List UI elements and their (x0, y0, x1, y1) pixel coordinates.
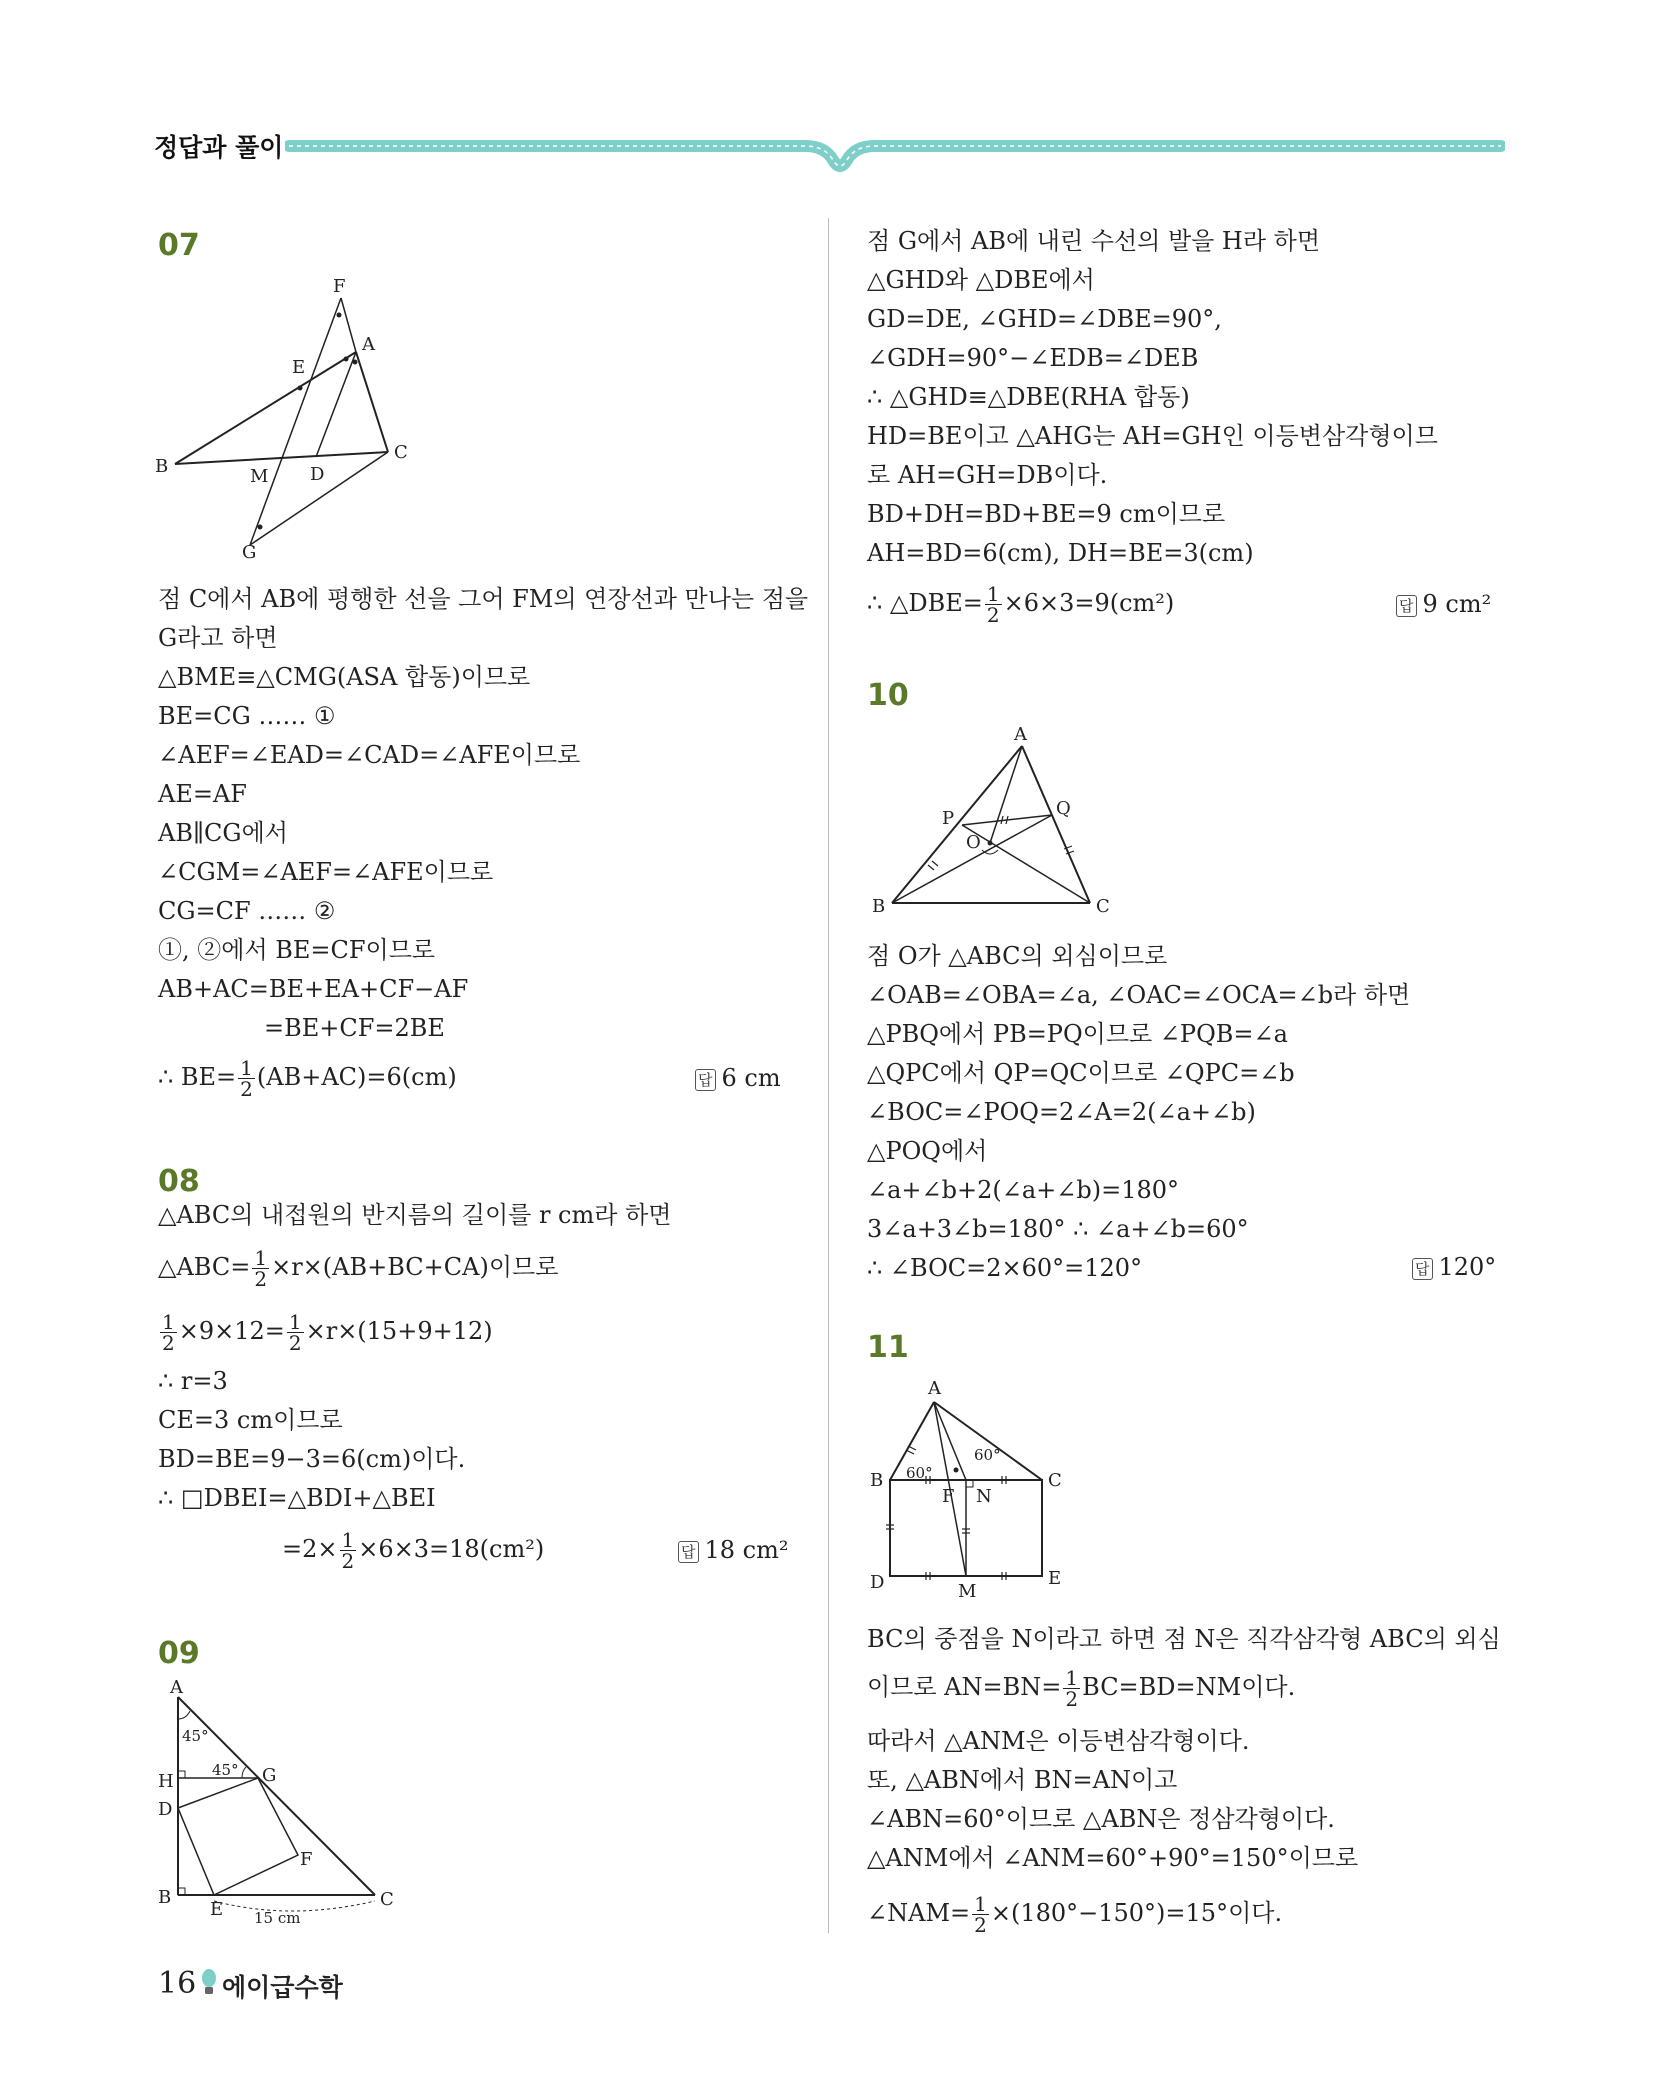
answer-label: 답 (1396, 595, 1417, 617)
fig07-label-C: C (394, 442, 408, 463)
fig11-label-F: F (942, 1486, 955, 1507)
fig07-label-A: A (362, 334, 375, 355)
fig07-label-G: G (242, 542, 257, 560)
problem-number-09: 09 (158, 1636, 200, 1671)
bulb-icon (200, 1968, 218, 1998)
p11-line-2-b: BC=BD=NM이다. (1082, 1673, 1296, 1701)
fig07-label-E: E (292, 357, 306, 378)
p08-line-2 (158, 1248, 558, 1289)
figure-11 (862, 1372, 1122, 1612)
p08-line-8-b: ×6×3=18(cm²) (358, 1535, 545, 1563)
p10-line-7: ∠a+∠b+2(∠a+∠b)=180° (867, 1176, 1180, 1204)
fraction-half: $\frac{1}{2}$ (288, 1310, 302, 1355)
problem-number-08: 08 (158, 1164, 200, 1199)
p09-line-5: ∴ △GHD≡△DBE(RHA 합동) (867, 383, 1190, 411)
fig11-label-N: N (976, 1486, 992, 1507)
fig11-label-E: E (1048, 1568, 1062, 1589)
p07-line-12: =BE+CF=2BE (264, 1014, 445, 1042)
fig09-label-H: H (158, 1771, 174, 1792)
p07-line-8: ∠CGM=∠AEF=∠AFE이므로 (158, 858, 494, 886)
fig09-label-F: F (300, 1849, 313, 1870)
p11-line-7 (867, 1894, 1282, 1935)
fig09-label-C: C (380, 1889, 394, 1910)
fig09-label-G: G (262, 1765, 277, 1786)
fig10-label-Q: Q (1056, 798, 1071, 819)
header-title: 정답과 풀이 (154, 133, 284, 162)
fig07-label-B: B (155, 456, 169, 477)
fig11-label-D: D (870, 1572, 885, 1593)
p11-line-3: 따라서 △ANM은 이등변삼각형이다. (867, 1727, 1250, 1755)
fraction-half: $\frac{1}{2}$ (254, 1246, 268, 1291)
p07-line-7: AB∥CG에서 (158, 819, 288, 847)
page-number: 16 (158, 1966, 197, 2001)
p08-line-6: BD=BE=9−3=6(cm)이다. (158, 1445, 466, 1473)
p11-line-1: BC의 중점을 N이라고 하면 점 N은 직각삼각형 ABC의 외심 (867, 1625, 1501, 1653)
p09-line-10 (867, 584, 1174, 625)
p11-line-2 (867, 1668, 1295, 1709)
p07-line-3: △BME≡△CMG(ASA 합동)이므로 (158, 663, 531, 691)
p09-line-6: HD=BE이고 △AHG는 AH=GH인 이등변삼각형이므 (867, 422, 1438, 450)
p08-line-7: ∴ □DBEI=△BDI+△BEI (158, 1484, 436, 1512)
p07-answer (695, 1064, 781, 1092)
fig10-label-P: P (942, 808, 955, 829)
fraction-half: $\frac{1}{2}$ (974, 1892, 987, 1937)
p09-answer (1396, 590, 1491, 618)
p11-line-2-a: 이므로 AN=BN= (867, 1673, 1062, 1701)
p10-answer (1412, 1253, 1496, 1281)
fig09-angle-2: 45° (212, 1761, 239, 1779)
p11-line-7-a: ∠NAM= (867, 1899, 971, 1927)
p08-line-4: ∴ r=3 (158, 1367, 228, 1395)
p11-line-6: △ANM에서 ∠ANM=60°+90°=150°이므로 (867, 1844, 1359, 1872)
figure-10 (862, 718, 1112, 918)
fig09-label-B: B (158, 1887, 172, 1908)
fig11-angle-2: 60° (974, 1446, 1001, 1464)
fraction-half: $\frac{1}{2}$ (162, 1310, 175, 1355)
p08-answer (678, 1536, 789, 1564)
answer-label: 답 (695, 1069, 716, 1091)
p08-line-5: CE=3 cm이므로 (158, 1406, 343, 1434)
problem-number-07: 07 (158, 228, 200, 263)
p09-line-9: AH=BD=6(cm), DH=BE=3(cm) (867, 539, 1254, 567)
p11-line-7-b: ×(180°−150°)=15°이다. (990, 1899, 1283, 1927)
p09-answer-value: 9 cm² (1422, 590, 1492, 618)
fig09-label-E: E (210, 1899, 224, 1920)
header-ribbon (285, 120, 1505, 180)
fraction-half: $\frac{1}{2}$ (986, 582, 1000, 627)
figure-09 (150, 1675, 410, 1925)
p07-line-9: CG=CF …… ② (158, 897, 336, 925)
p10-answer-value: 120° (1438, 1253, 1497, 1281)
p08-line-2-b: ×r×(AB+BC+CA)이므로 (271, 1253, 559, 1281)
fig10-label-O: O (966, 832, 981, 853)
fig11-label-M: M (958, 1581, 977, 1602)
p07-line-5: ∠AEF=∠EAD=∠CAD=∠AFE이므로 (158, 741, 581, 769)
p07-line-13 (158, 1058, 457, 1099)
fig10-label-B: B (872, 896, 886, 917)
fig10-label-A: A (1014, 724, 1027, 745)
p07-line-13-b: (AB+AC)=6(cm) (256, 1063, 457, 1091)
fig09-length: 15 cm (254, 1909, 301, 1925)
p10-line-4: △QPC에서 QP=QC이므로 ∠QPC=∠b (867, 1059, 1295, 1087)
p07-line-13-a: ∴ BE= (158, 1063, 237, 1091)
fig11-label-C: C (1048, 1470, 1062, 1491)
p07-line-11: AB+AC=BE+EA+CF−AF (158, 975, 469, 1003)
p08-line-3-b: ×r×(15+9+12) (305, 1317, 493, 1345)
p08-line-3-a: ×9×12= (178, 1317, 285, 1345)
p07-answer-value: 6 cm (721, 1064, 781, 1092)
p09-line-2: △GHD와 △DBE에서 (867, 266, 1095, 294)
p07-line-10: ①, ②에서 BE=CF이므로 (158, 936, 436, 964)
p07-line-4: BE=CG …… ① (158, 702, 336, 730)
p11-line-5: ∠ABN=60°이므로 △ABN은 정삼각형이다. (867, 1805, 1335, 1833)
p10-line-8: 3∠a+3∠b=180° ∴ ∠a+∠b=60° (867, 1215, 1249, 1243)
p08-line-1: △ABC의 내접원의 반지름의 길이를 r cm라 하면 (158, 1201, 672, 1229)
p08-line-3 (158, 1312, 493, 1353)
p09-line-4: ∠GDH=90°−∠EDB=∠DEB (867, 344, 1199, 372)
p08-line-8 (282, 1530, 544, 1571)
p08-line-2-a: △ABC= (158, 1253, 251, 1281)
column-divider (828, 218, 829, 1933)
fraction-half: $\frac{1}{2}$ (1065, 1666, 1079, 1711)
fig11-angle-1: 60° (906, 1464, 933, 1482)
p09-line-7: 로 AH=GH=DB이다. (867, 461, 1108, 489)
p09-line-3: GD=DE, ∠GHD=∠DBE=90°, (867, 305, 1222, 333)
fig09-label-D: D (158, 1799, 173, 1820)
problem-number-11: 11 (867, 1330, 909, 1365)
fraction-half: $\frac{1}{2}$ (341, 1528, 355, 1573)
fraction-half: $\frac{1}{2}$ (240, 1056, 253, 1101)
fig07-label-F: F (333, 276, 346, 297)
fig11-label-A: A (928, 1378, 941, 1399)
figure-07 (150, 270, 420, 560)
p11-line-4: 또, △ABN에서 BN=AN이고 (867, 1766, 1178, 1794)
fig09-label-A: A (170, 1677, 183, 1698)
p09-line-1: 점 G에서 AB에 내린 수선의 발을 H라 하면 (867, 227, 1321, 255)
problem-number-10: 10 (867, 678, 909, 713)
p10-line-1: 점 O가 △ABC의 외심이므로 (867, 942, 1168, 970)
p10-line-2: ∠OAB=∠OBA=∠a, ∠OAC=∠OCA=∠b라 하면 (867, 981, 1411, 1009)
answer-label: 답 (1412, 1258, 1433, 1280)
p09-line-8: BD+DH=BD+BE=9 cm이므로 (867, 500, 1226, 528)
p07-line-6: AE=AF (158, 780, 247, 808)
p10-line-5: ∠BOC=∠POQ=2∠A=2(∠a+∠b) (867, 1098, 1256, 1126)
p07-line-1: 점 C에서 AB에 평행한 선을 그어 FM의 연장선과 만나는 점을 (158, 585, 809, 613)
fig07-label-D: D (310, 464, 325, 485)
fig10-label-C: C (1096, 896, 1110, 917)
p07-line-2: G라고 하면 (158, 624, 278, 652)
p08-answer-value: 18 cm² (704, 1536, 789, 1564)
p10-line-6: △POQ에서 (867, 1137, 988, 1165)
p10-line-3: △PBQ에서 PB=PQ이므로 ∠PQB=∠a (867, 1020, 1288, 1048)
answer-label: 답 (678, 1541, 699, 1563)
fig09-angle-1: 45° (182, 1727, 209, 1745)
fig07-label-M: M (250, 466, 269, 487)
p08-line-8-a: =2× (282, 1535, 338, 1563)
p10-line-9: ∴ ∠BOC=2×60°=120° (867, 1254, 1143, 1282)
p09-line-10-b: ×6×3=9(cm²) (1003, 589, 1175, 617)
p09-line-10-a: ∴ △DBE= (867, 589, 983, 617)
fig11-label-B: B (870, 1470, 884, 1491)
brand-logo: 에이급수학 (222, 1973, 343, 2002)
